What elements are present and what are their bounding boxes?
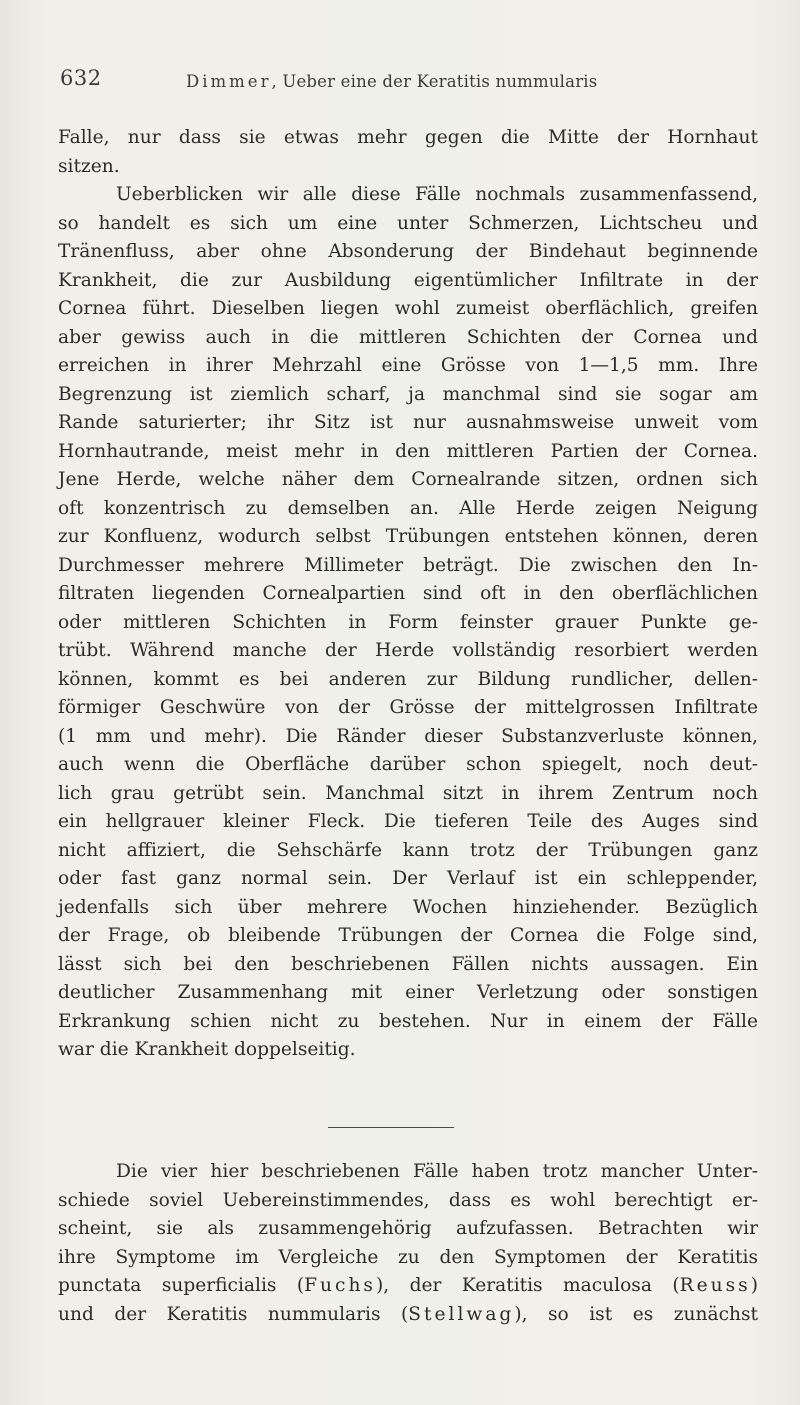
text-line: ihre Symptome im Vergleiche zu den Symptomen der Keratitis <box>58 1246 758 1268</box>
text-line: Cornea führt. Dieselben liegen wohl zumeist oberflächlich, greifen <box>58 298 758 319</box>
text-line: Rande saturierter; ihr Sitz ist nur ausnahmsweise unweit vom <box>58 412 758 433</box>
text-line: oder fast ganz normal sein. Der Verlauf ist ein schleppender, <box>58 868 758 889</box>
text-segment: punctata superficialis ( <box>58 1275 305 1296</box>
running-title-text: , Ueber eine der Keratitis nummularis <box>271 72 598 91</box>
author-name-reuss: Reuss <box>679 1275 751 1296</box>
text-line: filtraten liegenden Cornealpartien sind oft in den oberflächlichen <box>58 583 758 604</box>
text-line: schiede soviel Uebereinstimmendes, dass es wohl berechtigt er- <box>58 1189 758 1211</box>
text-line: zur Konfluenz, wodurch selbst Trübungen entstehen können, deren <box>58 526 758 547</box>
running-title-author: Dimmer <box>186 72 272 91</box>
text-line: oder mittleren Schichten in Form feinster grauer Punkte ge- <box>58 611 758 633</box>
text-line: Durchmesser mehrere Millimeter beträgt. Die zwischen den In- <box>58 554 758 576</box>
page-number: 632 <box>60 66 102 90</box>
text-line: Die vier hier beschriebenen Fälle haben trotz mancher Unter- <box>116 1161 758 1182</box>
text-line: lässt sich bei den beschriebenen Fällen nichts aussagen. Ein <box>58 953 758 975</box>
text-segment: und der Keratitis nummularis ( <box>58 1303 409 1325</box>
text-line: der Frage, ob bleibende Trübungen der Cornea die Folge sind, <box>58 925 758 946</box>
text-line: Jene Herde, welche näher dem Cornealrande sitzen, ordnen sich <box>58 469 758 490</box>
text-segment: ) <box>750 1275 758 1296</box>
text-line: Hornhautrande, meist mehr in den mittleren Partien der Cornea. <box>58 440 758 462</box>
text-line: Tränenfluss, aber ohne Absonderung der Bindehaut beginnende <box>58 241 758 262</box>
text-line: Falle, nur dass sie etwas mehr gegen die Mitte der Hornhaut <box>58 127 758 148</box>
author-name-stellwag: Stellwag <box>408 1303 515 1325</box>
text-line: war die Krankheit doppelseitig. <box>58 1039 356 1060</box>
text-line: scheint, sie als zusammengehörig aufzufassen. Betrachten wir <box>58 1218 758 1239</box>
author-name-fuchs: Fuchs <box>304 1275 376 1296</box>
text-line: sitzen. <box>58 155 120 177</box>
text-line: Erkrankung schien nicht zu bestehen. Nur in einem der Fälle <box>58 1010 758 1032</box>
running-head <box>60 58 760 98</box>
text-line: können, kommt es bei anderen zur Bildung rundlicher, dellen- <box>58 668 758 690</box>
text-line: jedenfalls sich über mehrere Wochen hinziehender. Bezüglich <box>58 896 758 918</box>
body-text-top <box>58 124 758 1065</box>
text-line: lich grau getrübt sein. Manchmal sitzt in ihrem Zentrum noch <box>58 782 758 804</box>
text-line: deutlicher Zusammenhang mit einer Verletzung oder sonstigen <box>58 982 758 1003</box>
text-line: ein hellgrauer kleiner Fleck. Die tieferen Teile des Auges sind <box>58 811 758 832</box>
section-divider <box>328 1127 454 1128</box>
text-line: erreichen in ihrer Mehrzahl eine Grösse von 1—1,5 mm. Ihre <box>58 355 758 376</box>
text-line: aber gewiss auch in die mittleren Schichten der Cornea und <box>58 326 758 348</box>
text-line: so handelt es sich um eine unter Schmerzen, Lichtscheu und <box>58 212 758 234</box>
text-line: förmiger Geschwüre von der Grösse der mittelgrossen Infiltrate <box>58 697 758 718</box>
text-line: Begrenzung ist ziemlich scharf, ja manchmal sind sie sogar am <box>58 383 758 405</box>
text-line: (1 mm und mehr). Die Ränder dieser Substanzverluste können, <box>58 725 758 747</box>
body-text-bottom <box>58 1158 758 1329</box>
text-line: trübt. Während manche der Herde vollständig resorbiert werden <box>58 640 758 661</box>
text-line: Krankheit, die zur Ausbildung eigentümlicher Infiltrate in der <box>58 269 758 291</box>
text-line: nicht affiziert, die Sehschärfe kann trotz der Trübungen ganz <box>58 839 758 861</box>
running-title <box>186 72 597 91</box>
text-line: auch wenn die Oberfläche darüber schon spiegelt, noch deut- <box>58 754 758 775</box>
text-line: oft konzentrisch zu demselben an. Alle Herde zeigen Neigung <box>58 497 758 519</box>
text-line: Ueberblicken wir alle diese Fälle nochmals zusammenfassend, <box>116 184 758 205</box>
text-segment: ), so ist es zunächst <box>514 1303 758 1325</box>
text-line <box>58 1301 758 1330</box>
text-segment: ), der Keratitis maculosa ( <box>375 1275 680 1296</box>
text-line <box>58 1272 758 1301</box>
